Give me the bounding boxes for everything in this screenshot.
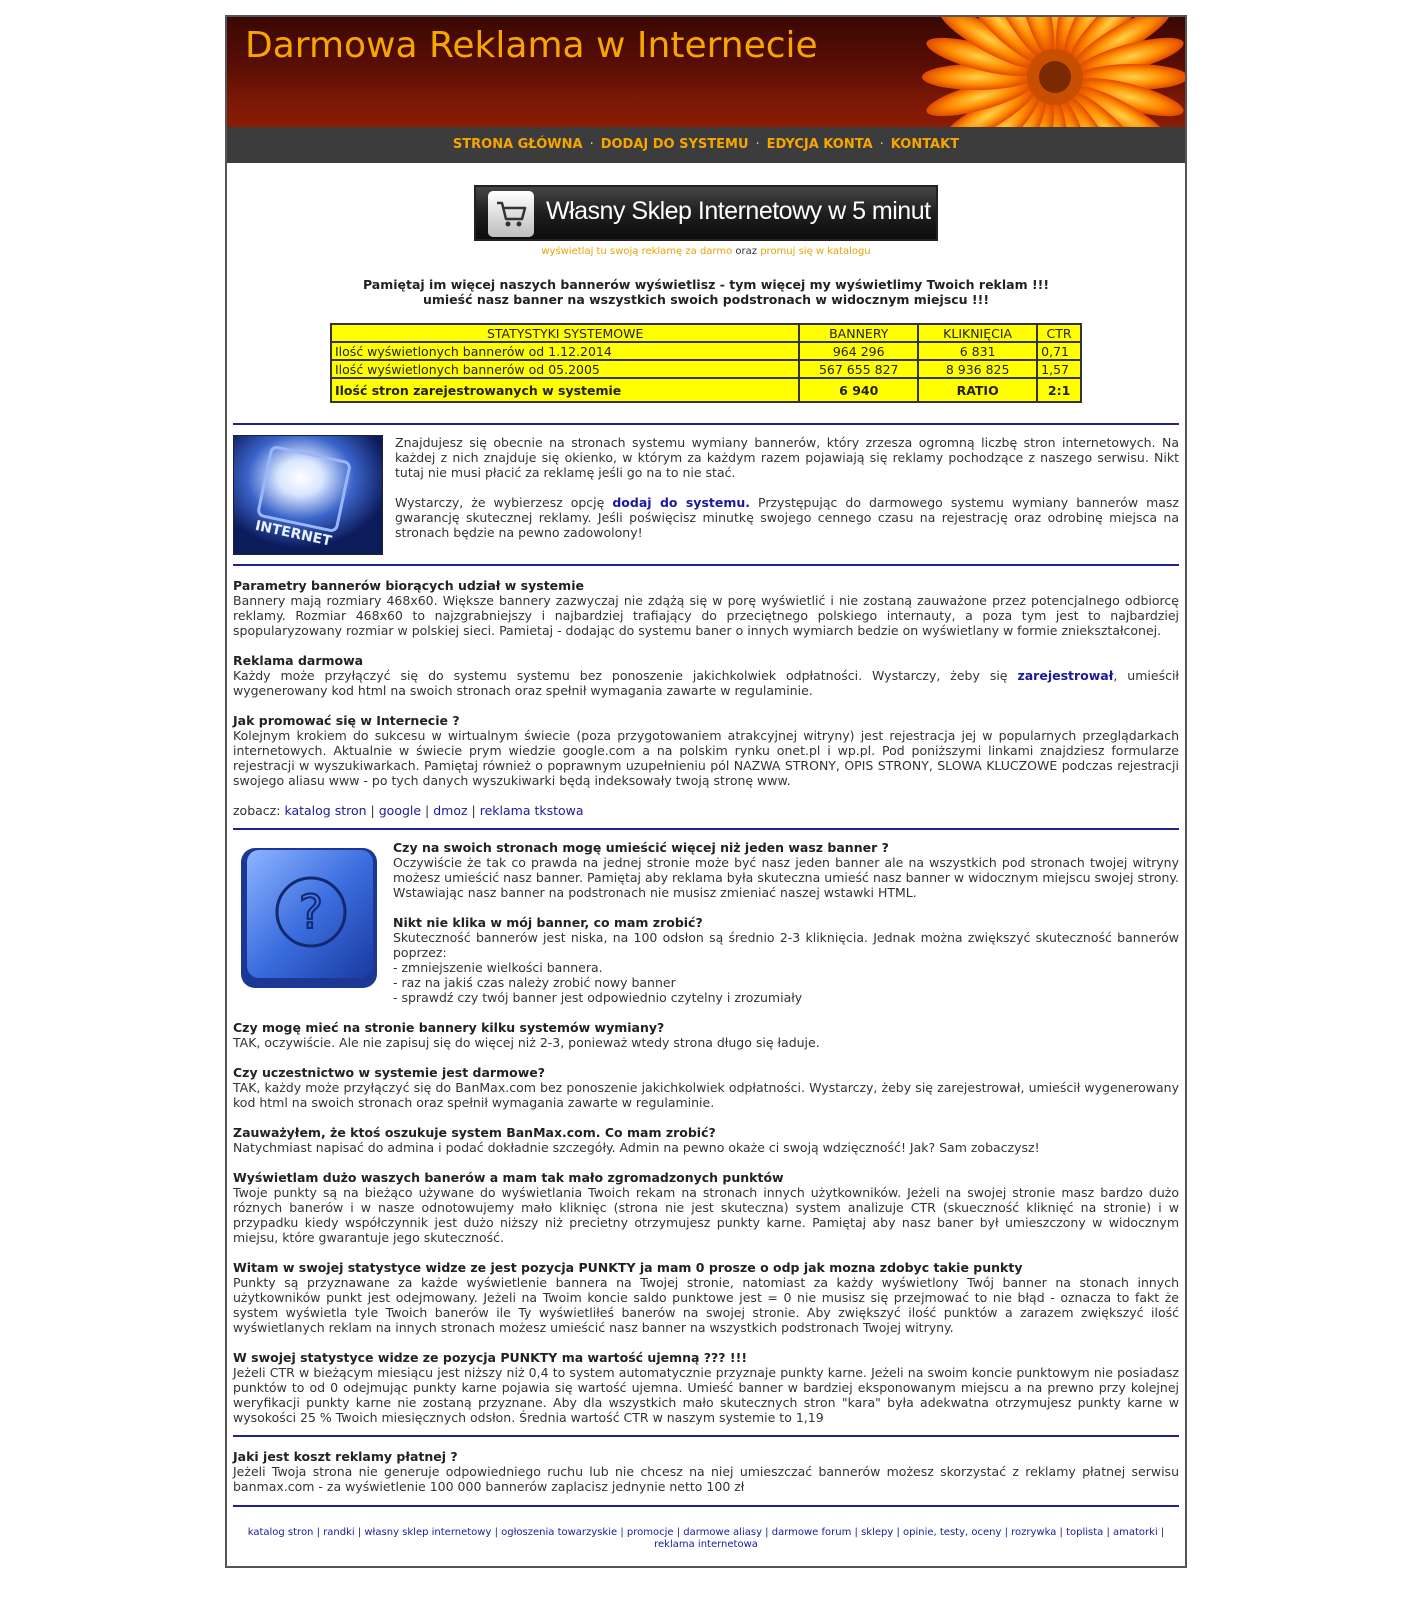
divider [233, 423, 1179, 425]
internet-key-label: INTERNET [253, 517, 333, 550]
footer-link[interactable]: sklepy [861, 1527, 894, 1538]
see-link-catalog[interactable]: katalog stron [284, 803, 367, 818]
section-text: Kolejnym krokiem do sukcesu w wirtualnym świecie (poza przygotowaniem atrakcyjnej witryny) jest rejestracja jej w popularnych przeglądarkach internetowych. Aktualnie w świecie prym wiedzie google.com a na polskim rynku onet.pl i wp.pl. Pod poniższymi linkami znajdziesz formularze rejestracji w wyszukiwarkach. Pamiętaj również o poprawnym uzupełnieniu pól NAZWA STRONY, OPIS STRONY, SLOWA KLUCZOWE podczas rejestracji swojego aliasu www - po tych danych wyszukiwarki będą indeksowały twoją stronę www. [233, 728, 1179, 788]
params-section [233, 578, 1179, 818]
footer-links: katalog stron | randki | własny sklep internetowy | ogłoszenia towarzyskie | promocje | darmowe aliasy | darmowe forum | sklepy | opinie, testy, oceny | rozrywka | toplista | amatorki | reklama internetowa [247, 1527, 1165, 1550]
stats-header: BANNERY [799, 324, 918, 342]
stats-cell: Ilość wyświetlonych bannerów od 05.2005 [331, 360, 799, 378]
footer-link[interactable]: darmowe aliasy [683, 1527, 762, 1538]
see-also-label: zobacz: [233, 803, 281, 818]
stats-cell: 2:1 [1037, 378, 1081, 402]
faq-answer: Skuteczność bannerów jest niska, na 100 odsłon są średnio 2-3 kliknięcia. Jednak można zwiększyć skuteczność bannerów poprzez: [393, 930, 1179, 960]
intro-section [233, 435, 1179, 555]
flower-image [865, 17, 1185, 127]
ad-caption-mid: oraz [735, 246, 758, 257]
footer-link[interactable]: randki [323, 1527, 355, 1538]
main-nav [227, 127, 1185, 163]
faq-column [381, 840, 1179, 1005]
shopping-cart-icon [488, 191, 534, 237]
footer-link[interactable]: katalog stron [247, 1527, 314, 1538]
stats-header: STATYSTYKI SYSTEMOWE [331, 324, 799, 342]
footer-link[interactable]: toplista [1066, 1527, 1104, 1538]
stats-cell: 6 831 [918, 342, 1037, 360]
divider [233, 1435, 1179, 1437]
faq-answer: Jeżeli CTR w bieżącym miesiącu jest niższy niż 0,4 to system automatycznie przyznaje punkty karne. Jeżeli na swoim koncie punktowym nie posiadasz punktów to od 0 odejmując punkty karne pojawia się wartość ujemna. Umieść banner w bardziej eksponowanym miejscu a na prewno przy kolejnej weryfikacji punkty karne nie zostaną przyznane. Aby dla wszystkich mało skutecznych stron "kara" była adekwatna otrzymujesz punkty karne w wysokości 25 % Twoich miesięcznych odsłon. Średnia wartość CTR w naszym systemie to 1,19 [233, 1365, 1179, 1425]
stats-header-row [331, 324, 1081, 342]
faq-question: Czy uczestnictwo w systemie jest darmowe? [233, 1065, 545, 1080]
internet-key-image [233, 435, 383, 555]
see-link-google[interactable]: google [378, 803, 422, 818]
paid-section [233, 1449, 1179, 1494]
ad-catalog-link[interactable]: promuj się w katalogu [760, 246, 871, 257]
stats-cell: RATIO [918, 378, 1037, 402]
faq-answer: TAK, oczywiście. Ale nie zapisuj się do więcej niż 2-3, ponieważ wtedy strona długo się ładuje. [233, 1035, 820, 1050]
question-key-image [233, 840, 381, 1000]
section-text-part: Każdy może przyłączyć się do systemu systemu bez ponoszenie jakichkolwiek odpłatności. Wystarczy, żeby się [233, 668, 1008, 683]
divider [233, 828, 1179, 830]
reminder-text [233, 277, 1179, 307]
faq-list-item: - zmniejszenie wielkości bannera. [393, 960, 603, 975]
reminder-line-1: Pamiętaj im więcej naszych bannerów wyświetlisz - tym więcej my wyświetlimy Twoich reklam !!! [362, 277, 1050, 292]
section-heading: Jak promować się w Internecie ? [233, 713, 460, 728]
page-frame [225, 15, 1187, 1568]
faq-answer: Punkty są przyznawane za każde wyświetlenie bannera na Twojej stronie, natomiast za każdy wyświetlony Twój banner na stonach innych użytkowników punkt jest odejmowany. Jeżeli na Twoim koncie saldo punktowe jest = 0 nie musisz się przejmować to nie błąd - oznacza to fakt że system wyświetla tyle Twoich banerów ile Ty wyświetliłeś banerów na swojej stronie. Aby zwiększyć ilość punktów a zarazem zwiększyć ilość wyświetlanych reklam na innych stronach możesz umieścić nasz banner na wszystkich podstronach Twojej witryny. [233, 1275, 1179, 1335]
stats-cell: Ilość stron zarejestrowanych w systemie [331, 378, 799, 402]
stats-cell: 6 940 [799, 378, 918, 402]
ad-free-link[interactable]: wyświetlaj tu swoją reklamę za darmo [541, 246, 733, 257]
footer-link[interactable]: promocje [626, 1527, 674, 1538]
stats-row [331, 360, 1081, 378]
ad-banner-text: Własny Sklep Internetowy w 5 minut [546, 197, 931, 225]
svg-text:?: ? [298, 885, 324, 939]
section-text [233, 668, 1179, 698]
site-title: Darmowa Reklama w Internecie [245, 25, 818, 66]
faq-question: W swojej statystyce widze ze pozycja PUNKTY ma wartość ujemną ??? !!! [233, 1350, 748, 1365]
reminder-line-2: umieść nasz banner na wszystkich swoich podstronach w widocznym miejscu !!! [422, 292, 990, 307]
faq-answer: Oczywiście że tak co prawda na jednej stronie może być nasz jeden banner ale na wszystkich pod stronach twojej witryny możesz umieścić nasz banner. Pamiętaj aby reklama była skuteczna umieść nasz banner w widocznym miejscu swojej strony. Wstawiając nasz banner na podstronach nie musisz zmieniać naszej wstawki HTML. [393, 855, 1179, 900]
intro-paragraph-2 [395, 495, 1179, 540]
section-heading: Reklama darmowa [233, 653, 364, 668]
stats-cell: 0,71 [1037, 342, 1081, 360]
nav-separator: · [755, 137, 760, 152]
faq-rest [233, 1020, 1179, 1425]
section-text-part: , umieścił wygenerowany kod html na swoich stronach oraz spełnił wymagania zawarte w regulaminie. [233, 668, 1179, 698]
divider [233, 1505, 1179, 1507]
nav-add-to-system[interactable]: DODAJ DO SYSTEMU [600, 137, 749, 152]
faq-list-item: - sprawdź czy twój banner jest odpowiednio czytelny i zrozumiały [393, 990, 803, 1005]
intro-text-part: Przystępując do darmowego systemu wymiany bannerów masz gwarancję skutecznej reklamy. Jeśli poświęcisz minutkę swojego cennego czasu na rejestrację oraz odrobinę miejsca na stronach będzie na pewno zadowolony! [395, 495, 1179, 540]
stats-table [330, 323, 1082, 403]
stats-cell: 964 296 [799, 342, 918, 360]
ad-caption [233, 246, 1179, 257]
footer-link[interactable]: ogłoszenia towarzyskie [501, 1527, 618, 1538]
nav-separator: · [589, 137, 594, 152]
footer-link[interactable]: opinie, testy, oceny [903, 1527, 1002, 1538]
main-content [227, 185, 1185, 1551]
ad-area [233, 185, 1179, 257]
stats-cell: 567 655 827 [799, 360, 918, 378]
intro-paragraph-1: Znajdujesz się obecnie na stronach systemu wymiany bannerów, który zrzesza ogromną liczbę stron internetowych. Na każdej z nich znajduje się okienko, w którym za każdym razem pojawiają się reklamy pochodzące z naszego serwisu. Nikt tutaj nie musi płacić za reklamę jeśli go na to nie stać. [395, 435, 1179, 480]
footer-link[interactable]: darmowe forum [771, 1527, 852, 1538]
footer-link[interactable]: rozrywka [1011, 1527, 1057, 1538]
stats-header: CTR [1037, 324, 1081, 342]
site-header [227, 17, 1185, 127]
stats-total-row [331, 378, 1081, 402]
faq-question: Zauważyłem, że ktoś oszukuje system BanMax.com. Co mam zrobić? [233, 1125, 716, 1140]
stats-cell: 8 936 825 [918, 360, 1037, 378]
nav-separator: · [879, 137, 884, 152]
faq-question: Jaki jest koszt reklamy płatnej ? [233, 1449, 458, 1464]
footer-link[interactable]: reklama internetowa [654, 1539, 758, 1550]
faq-answer: Natychmiast napisać do admina i podać dokładnie szczegóły. Admin na pewno okaże ci swoją wdzięczność! Jak? Sam zobaczysz! [233, 1140, 1040, 1155]
faq-question: Nikt nie klika w mój banner, co mam zrobić? [393, 915, 703, 930]
faq-question: Czy mogę mieć na stronie bannery kilku systemów wymiany? [233, 1020, 665, 1035]
nav-home[interactable]: STRONA GŁÓWNA [452, 137, 583, 152]
stats-cell: 1,57 [1037, 360, 1081, 378]
footer-link[interactable]: amatorki [1113, 1527, 1158, 1538]
intro-text [383, 435, 1179, 555]
faq-question: Czy na swoich stronach mogę umieścić więcej niż jeden wasz banner ? [393, 840, 889, 855]
stats-row [331, 342, 1081, 360]
nav-contact[interactable]: KONTAKT [890, 137, 960, 152]
see-also: zobacz: katalog stron | google | dmoz | reklama tkstowa [233, 803, 584, 818]
footer-link[interactable]: własny sklep internetowy [364, 1527, 492, 1538]
faq-answer: Twoje punkty są na bieżąco używane do wyświetlania Twoich rekam na stronach innych użytkowników. Jeżeli na swojej stronie masz bardzo dużo róznych banerów i w nasze odnotowujemy mało kliknięc (strona nie jest skuteczna) system analizuje CTR (skueczność kliknięć na stronie) i w przypadku kiedy współczynnik jest dużo niższy niż precietny otrzymujesz punkty karne. Pamiętaj aby nasz baner był umieszczony w widocznym miejsu, które gwarantuje jego skuteczność. [233, 1185, 1179, 1245]
register-link[interactable]: zarejestrował [1017, 668, 1114, 683]
divider [233, 564, 1179, 566]
ad-banner[interactable] [474, 185, 938, 241]
faq-answer: Jeżeli Twoja strona nie generuje odpowiedniego ruchu lub nie chcesz na niej umieszczać bannerów możesz skorzystać z reklamy płatnej serwisu banmax.com - za wyświetlenie 100 000 bannerów zaplacisz jednynie netto 100 zł [233, 1464, 1179, 1494]
faq-question: Witam w swojej statystyce widze ze jest pozycja PUNKTY ja mam 0 prosze o odp jak mozna zdobyc takie punkty [233, 1260, 1023, 1275]
add-to-system-link[interactable]: dodaj do systemu. [612, 495, 751, 510]
faq-list-item: - raz na jakiś czas należy zrobić nowy banner [393, 975, 676, 990]
section-text: Bannery mają rozmiary 468x60. Większe bannery zazwyczaj nie zdążą się w porę wyświetlić i nie zostaną zauważone przez potencjalnego odbiorcę reklamy. Rozmiar 468x60 to najzgrabniejszy i najbardziej trafiający do przeciętnego polskiego internauty, a poza tym jest to najbardziej spopularyzowany rozmiar w polskiej sieci. Pamietaj - dodając do systemu baner o innych wymiarch bedzie on wyświetlany w formie zniekształconej. [233, 593, 1179, 638]
section-heading: Parametry bannerów biorących udział w systemie [233, 578, 584, 593]
stats-cell: Ilość wyświetlonych bannerów od 1.12.2014 [331, 342, 799, 360]
faq-top [233, 840, 1179, 1005]
faq-question: Wyświetlam dużo waszych banerów a mam tak mało zgromadzonych punktów [233, 1170, 784, 1185]
see-link-dmoz[interactable]: dmoz [433, 803, 468, 818]
intro-text-part: Wystarczy, że wybierzesz opcję [395, 495, 605, 510]
nav-edit-account[interactable]: EDYCJA KONTA [766, 137, 873, 152]
stats-header: KLIKNIĘCIA [918, 324, 1037, 342]
see-link-text-ads[interactable]: reklama tkstowa [479, 803, 584, 818]
faq-answer: TAK, każdy może przyłączyć się do BanMax.com bez ponoszenie jakichkolwiek odpłatności. Wystarczy, żeby się zarejestrował, umieścił wygenerowany kod html na swoich stronach oraz spełnił wymagania zawarte w regulaminie. [233, 1080, 1179, 1110]
